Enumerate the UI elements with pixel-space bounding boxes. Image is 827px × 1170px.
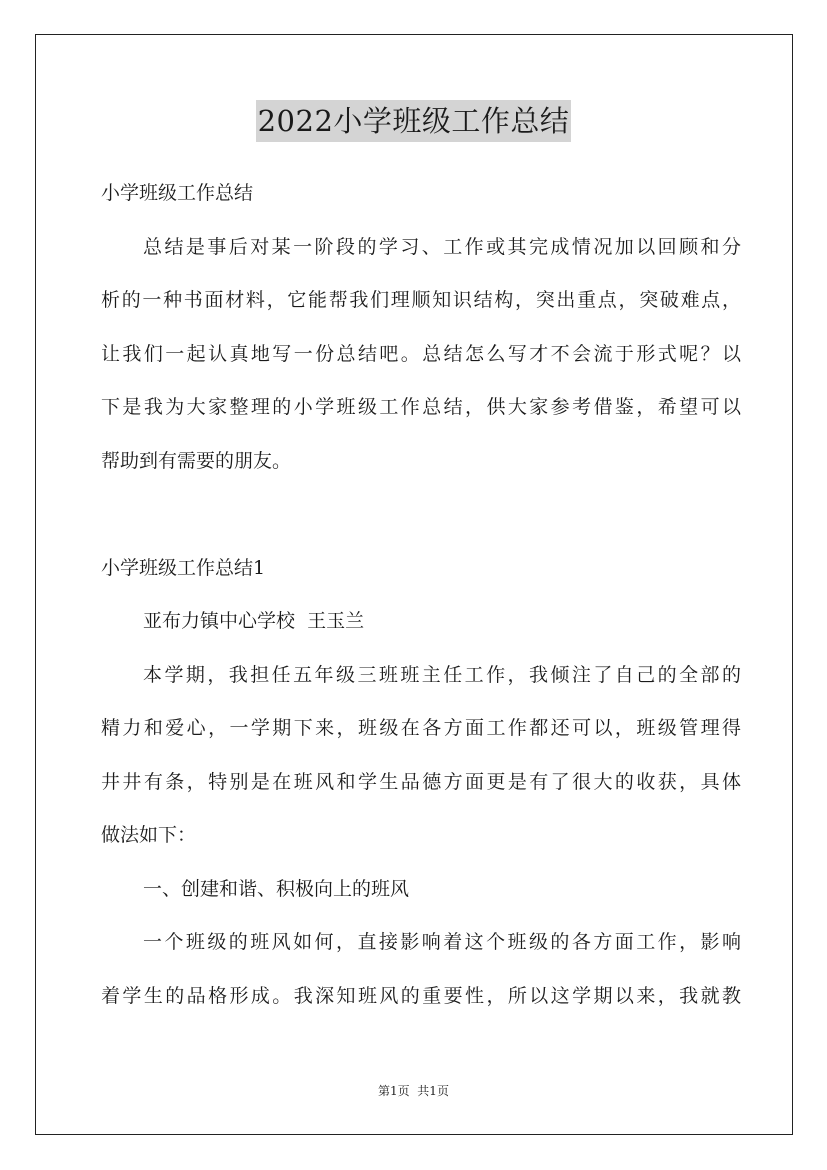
blank-line xyxy=(101,492,741,546)
author-line: 亚布力镇中心学校 王玉兰 xyxy=(143,610,365,632)
section-heading: 小学班级工作总结1 xyxy=(101,556,266,579)
intro-line: 让我们一起认真地写一份总结吧。总结怎么写才不会流于形式呢？以 xyxy=(101,342,741,365)
title-area xyxy=(0,100,827,142)
paragraph-line: 本学期，我担任五年级三班班主任工作，我倾注了自己的全部的 xyxy=(143,663,741,686)
paragraph-line: 井井有条，特别是在班风和学生品德方面更是有了很大的收获，具体 xyxy=(101,770,741,793)
paragraph-line: 做法如下： xyxy=(101,824,197,846)
paragraph-line: 一个班级的班风如何，直接影响着这个班级的各方面工作，影响 xyxy=(143,931,741,953)
intro-line: 析的一种书面材料，它能帮我们理顺知识结构，突出重点，突破难点， xyxy=(101,289,741,311)
subheading: 一、创建和谐、积极向上的班风 xyxy=(143,877,410,900)
intro-line: 帮助到有需要的朋友。 xyxy=(101,449,292,472)
page-footer: 第1页 共1页 xyxy=(378,1084,449,1098)
subtitle: 小学班级工作总结 xyxy=(101,182,254,204)
intro-line: 总结是事后对某一阶段的学习、工作或其完成情况加以回顾和分 xyxy=(143,235,741,258)
paragraph-line: 精力和爱心，一学期下来，班级在各方面工作都还可以，班级管理得 xyxy=(101,717,741,739)
paragraph-line: 着学生的品格形成。我深知班风的重要性，所以这学期以来，我就教 xyxy=(101,984,741,1007)
intro-line: 下是我为大家整理的小学班级工作总结，供大家参考借鉴，希望可以 xyxy=(101,396,741,418)
document-title: 2022小学班级工作总结 xyxy=(256,100,572,142)
document-body xyxy=(101,171,741,1027)
